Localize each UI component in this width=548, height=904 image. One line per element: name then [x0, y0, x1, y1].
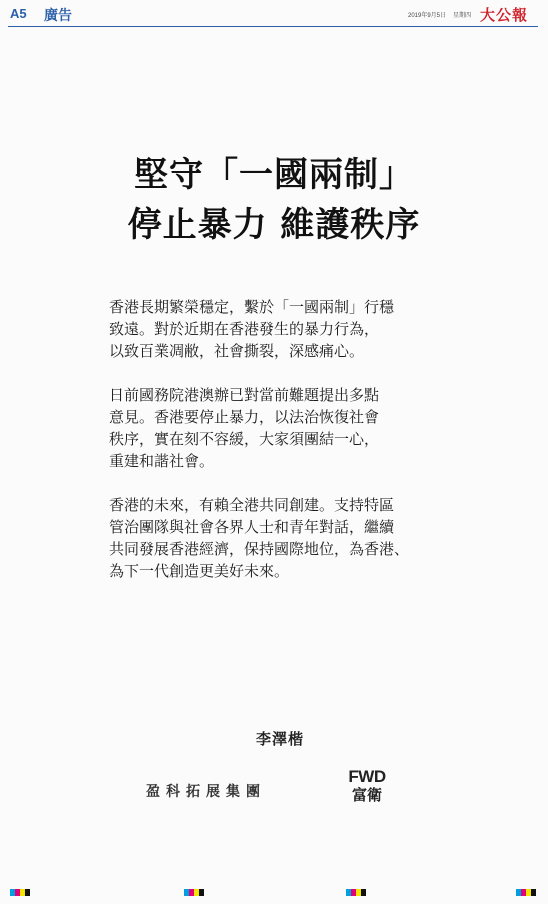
paragraph-line: 重建和諧社會。: [109, 452, 215, 470]
fwd-logo-chinese: 富衛: [351, 786, 382, 804]
statement-body: [109, 296, 454, 604]
headline: [0, 150, 548, 250]
paragraph-line: 香港長期繁榮穩定，繫於「一國兩制」行穩: [109, 298, 395, 316]
section-name: 廣告: [44, 8, 72, 24]
company-name: 盈科拓展集團: [146, 784, 266, 800]
fwd-logo: [345, 768, 389, 804]
header-weekday: 星期四: [453, 12, 472, 19]
headline-line-1: 堅守「一國兩制」: [134, 155, 414, 195]
registration-mark: [10, 889, 30, 896]
paragraph-1: [109, 296, 454, 362]
fwd-logo-latin: FWD: [348, 767, 386, 786]
paragraph-line: 意見。香港要停止暴力，以法治恢復社會: [109, 408, 380, 426]
section-number: A5: [10, 6, 27, 21]
paragraph-line: 致遠。對於近期在香港發生的暴力行為，: [109, 320, 380, 338]
paragraph-line: 秩序，實在刻不容緩，大家須團結一心，: [109, 430, 380, 448]
newspaper-logo: 大公報: [480, 6, 529, 24]
paragraph-line: 香港的未來，有賴全港共同創建。支持特區: [109, 496, 395, 514]
registration-mark: [184, 889, 204, 896]
registration-mark: [346, 889, 366, 896]
paragraph-line: 管治團隊與社會各界人士和青年對話，繼續: [109, 518, 395, 536]
header-date: 2019年9月5日: [408, 13, 447, 19]
header-divider: [8, 26, 538, 27]
paragraph-line: 為下一代創造更美好未來。: [109, 562, 290, 580]
paragraph-2: [109, 384, 454, 472]
registration-mark: [516, 889, 536, 896]
paragraph-3: [109, 494, 454, 582]
paragraph-line: 共同發展香港經濟，保持國際地位，為香港、: [109, 540, 410, 558]
paragraph-line: 以致百業凋敝，社會撕裂，深感痛心。: [109, 342, 365, 360]
paragraph-line: 日前國務院港澳辦已對當前難題提出多點: [109, 386, 380, 404]
signer-name: 李澤楷: [256, 730, 305, 748]
headline-line-2: 停止暴力 維護秩序: [127, 205, 421, 245]
page-header: [0, 0, 548, 30]
